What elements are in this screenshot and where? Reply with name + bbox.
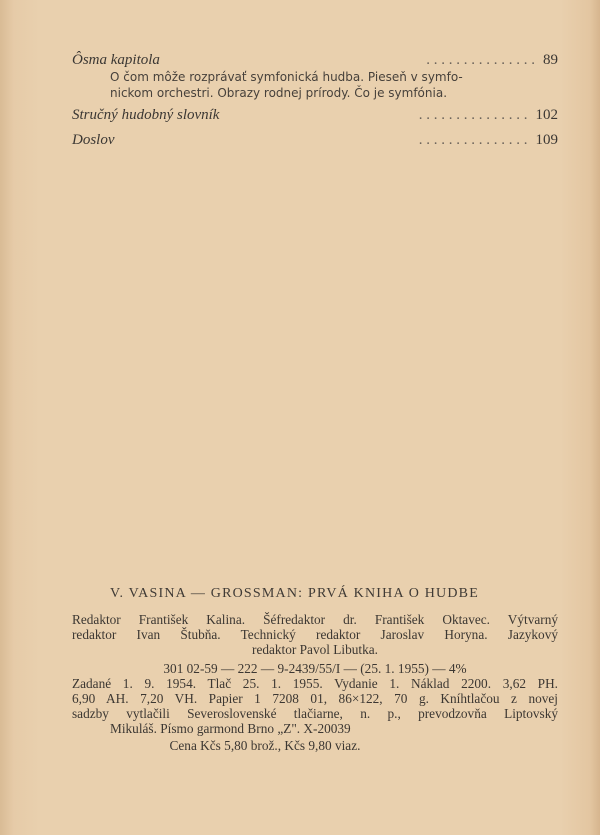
toc-entry [72, 107, 558, 127]
toc-description-line: nickom orchestri. Obrazy rodnej prírody. Čo je symfónia. [110, 86, 448, 100]
imprint-line: Redaktor František Kalina. Šéfredaktor dr. František Oktavec. Výtvarný [72, 612, 558, 627]
toc-entry-page: 109 [535, 132, 558, 148]
toc-leader-dots: . . . . . . . . . . . . . . . [418, 107, 528, 123]
imprint-line: Zadané 1. 9. 1954. Tlač 25. 1. 1955. Vydanie 1. Náklad 2200. 3,62 PH. [72, 676, 558, 691]
imprint-line: Mikuláš. Písmo garmond Brno „Z". X-20039 [110, 721, 351, 736]
imprint-line: sadzby vytlačili Severoslovenské tlačiarne, n. p., prevodzovňa Liptovský [72, 706, 558, 721]
toc-entry-title: Doslov [72, 132, 115, 148]
toc-leader-dots: . . . . . . . . . . . . . . . [426, 52, 535, 68]
toc-entry-page: 89 [543, 52, 558, 68]
print-info-block [72, 661, 558, 736]
imprint-line: 301 02-59 — 222 — 9-2439/55/I — (25. 1. 1955) — 4% [163, 661, 467, 676]
toc-leader-dots: . . . . . . . . . . . . . . . [418, 132, 528, 148]
toc-entry-title: Stručný hudobný slovník [72, 107, 220, 123]
toc-entry-description [110, 69, 510, 101]
imprint-line: redaktor Pavol Libutka. [252, 642, 378, 657]
imprint-line: 6,90 AH. 7,20 VH. Papier 1 7208 01, 86×122, 70 g. Kníhtlačou z novej [72, 691, 558, 706]
toc-description-line: O čom môže rozprávať symfonická hudba. Pieseň v symfo- [110, 70, 463, 84]
toc-entry-title: Ôsma kapitola [72, 52, 160, 68]
editors-block [72, 612, 558, 657]
toc-entry-page: 102 [535, 107, 558, 123]
price-line: Cena Kčs 5,80 brož., Kčs 9,80 viaz. [169, 738, 361, 753]
imprint-line: redaktor Ivan Štubňa. Technický redaktor Jaroslav Horyna. Jazykový [72, 627, 558, 642]
toc-entry [72, 132, 558, 152]
book-title: V. VASINA — GROSSMAN: PRVÁ KNIHA O HUDBE [110, 586, 479, 601]
